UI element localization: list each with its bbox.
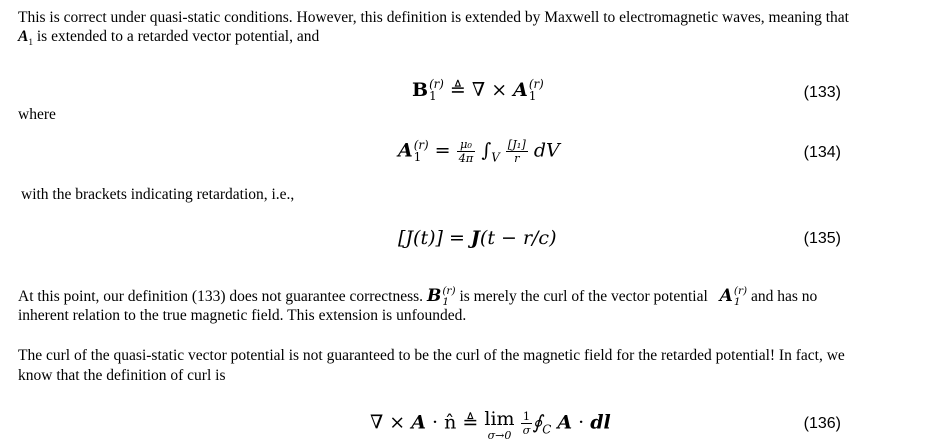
eq133-rhs-operator: ≜ ∇ × — [449, 79, 514, 101]
eq134-integral-sub: V — [491, 150, 500, 165]
inline-B: B — [426, 286, 442, 307]
eq133-B: B — [412, 79, 429, 101]
eq134-equals: = — [428, 139, 457, 162]
eq136-contour-sub: C — [542, 422, 552, 437]
eq136-contour-integral: ∮ — [532, 411, 543, 434]
with-brackets-text: with the brackets indicating retardation, i.e., — [21, 186, 295, 203]
eq134-A: A — [398, 139, 413, 162]
eq134-fraction-mu — [457, 138, 476, 165]
paragraph-2-part-c: and has no — [751, 288, 818, 306]
eq133-A-supsub — [529, 79, 544, 103]
eq134-r: r — [514, 151, 520, 166]
eq134-J1: [J₁] — [507, 137, 526, 151]
inline-A: A — [719, 286, 733, 307]
inline-A-sub: 1 — [733, 295, 741, 308]
inline-B-sup: (r) — [442, 285, 456, 297]
eq136-dot: · — [572, 411, 591, 434]
eq136-curl: ∇ × — [370, 411, 412, 434]
equation-134 — [398, 138, 560, 169]
symbol-A: A — [18, 28, 29, 45]
eq134-fraction-J — [506, 138, 528, 165]
inline-B-r-1 — [427, 286, 456, 306]
inline-A-r-1 — [720, 286, 747, 306]
paragraph-2-part-b: is merely the curl of the vector potential — [459, 288, 708, 306]
eq135-right: (t − r/c) — [479, 227, 557, 249]
eq133-B-supsub — [429, 79, 444, 103]
eq136-sigma: σ — [522, 423, 531, 438]
equation-133 — [412, 78, 544, 103]
eq133-A-sub: 1 — [528, 89, 537, 103]
equation-number-134: (134) — [803, 144, 841, 161]
inline-B-sub: 1 — [442, 295, 450, 308]
eq133-A-sup: (r) — [528, 77, 544, 92]
eq136-A: A — [411, 411, 427, 434]
equation-number-133: (133) — [803, 84, 841, 101]
eq134-mu0: μ₀ — [457, 138, 476, 152]
eq134-4pi: 4π — [458, 151, 474, 166]
eq133-B-sup: (r) — [429, 77, 444, 92]
symbol-A-subscript: 1 — [28, 38, 33, 49]
paragraph-1-line-2 — [18, 27, 319, 53]
paragraph-3-line-1: The curl of the quasi-static vector potential is not guaranteed to be the curl of the magnetic field for the retarded potential! In fact, we — [18, 347, 845, 364]
eq134-A-supsub — [413, 137, 429, 164]
eq136-lim-sub: σ→0 — [487, 429, 512, 442]
eq135-J: J — [470, 227, 480, 249]
paragraph-3-line-2: know that the definition of curl is — [18, 367, 226, 384]
inline-A-supsub — [734, 286, 747, 307]
equation-number-136: (136) — [803, 415, 841, 432]
eq134-A-sup: (r) — [413, 137, 429, 152]
paragraph-1-line-2-text: is extended to a retarded vector potential, and — [36, 28, 320, 45]
paragraph-2-part-a: At this point, our definition (133) does not guarantee correctness. — [18, 288, 424, 306]
where-text: where — [18, 106, 56, 123]
eq134-integral: ∫ — [481, 139, 492, 162]
eq136-A2: A — [557, 411, 573, 434]
eq134-dV: dV — [527, 139, 560, 162]
paragraph-2-line-1 — [18, 286, 913, 307]
equation-135 — [398, 226, 557, 250]
eq135-left: [J(t)] = — [398, 227, 471, 249]
eq133-A: A — [513, 79, 528, 101]
inline-B-supsub — [442, 286, 455, 307]
equation-number-135: (135) — [803, 230, 841, 247]
eq136-dl: dl — [590, 411, 611, 434]
paragraph-1-line-1: This is correct under quasi-static conditions. However, this definition is extended by Maxwell to electromagnetic waves, meaning that — [18, 9, 849, 26]
eq136-limit — [484, 410, 514, 441]
eq136-lim: lim — [484, 408, 515, 430]
inline-A-sup: (r) — [733, 285, 748, 297]
paragraph-2-line-2: inherent relation to the true magnetic field. This extension is unfounded. — [18, 307, 467, 324]
eq136-one: 1 — [521, 410, 533, 424]
eq134-A-sub: 1 — [413, 149, 422, 164]
equation-136 — [370, 410, 611, 441]
eq136-dot-n: · n̂ ≜ — [426, 411, 485, 434]
eq133-B-sub: 1 — [429, 89, 437, 103]
eq136-fraction — [521, 410, 533, 437]
